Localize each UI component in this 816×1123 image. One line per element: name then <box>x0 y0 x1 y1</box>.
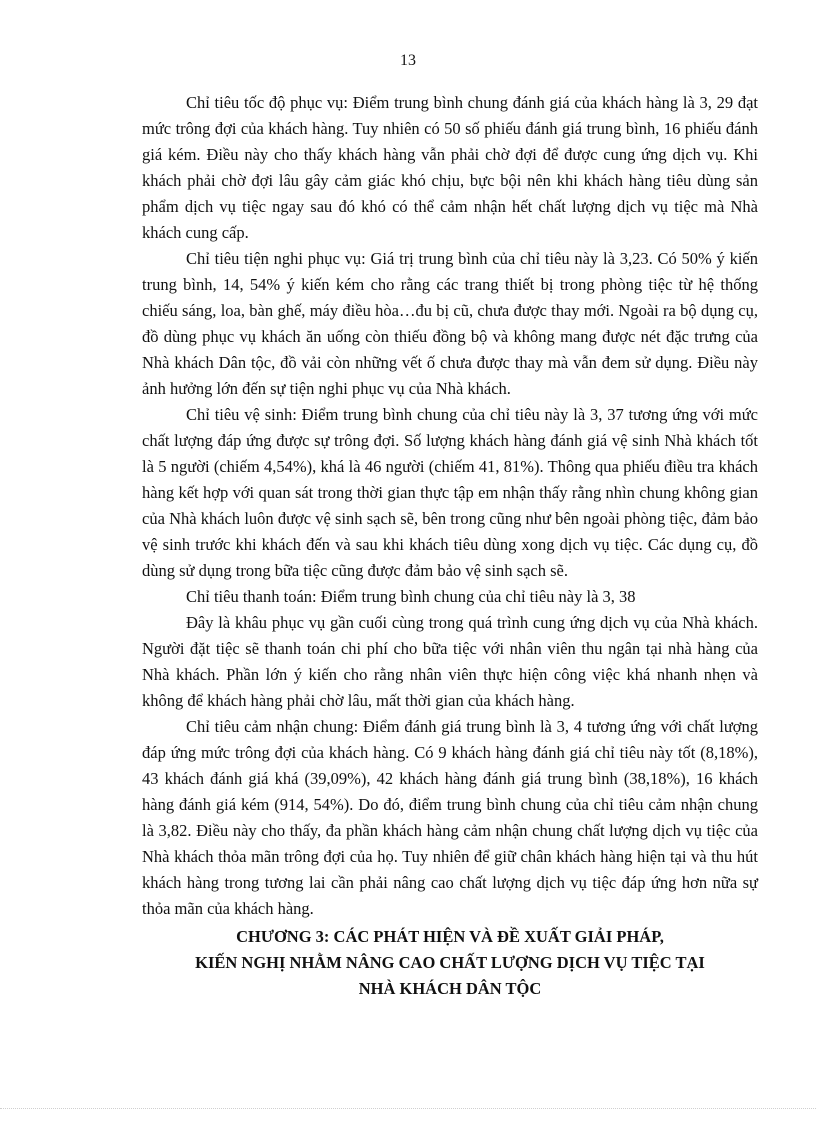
paragraph-payment-detail: Đây là khâu phục vụ gần cuối cùng trong quá trình cung ứng dịch vụ của Nhà khách. Người đặt tiệc sẽ thanh toán chi phí cho bữa tiệc với nhân viên thu ngân tại nhà hàng của Nhà khách. Phần lớn ý kiến cho rằng nhân viên thực hiện công việc khá nhanh nhẹn và không để khách hàng phải chờ lâu, mất thời gian của khách hàng. <box>142 613 758 710</box>
chapter-heading <box>142 924 758 1002</box>
paragraph-service-speed: Chỉ tiêu tốc độ phục vụ: Điểm trung bình chung đánh giá của khách hàng là 3, 29 đạt mức trông đợi của khách hàng. Tuy nhiên có 50 số phiếu đánh giá trung bình, 16 phiếu đánh giá kém. Điều này cho thấy khách hàng vẫn phải chờ đợi để được cung ứng dịch vụ. Khi khách phải chờ đợi lâu gây cảm giác khó chịu, bực bội nên khi khách hàng tiêu dùng sản phẩm dịch vụ tiệc ngay sau đó khó có thể cảm nhận hết chất lượng dịch vụ tiệc mà Nhà khách cung cấp. <box>142 93 758 242</box>
page-bottom-divider <box>0 1108 816 1109</box>
page-number: 13 <box>400 52 416 69</box>
paragraph-overall-perception: Chỉ tiêu cảm nhận chung: Điểm đánh giá trung bình là 3, 4 tương ứng với chất lượng đáp ứng mức trông đợi của khách hàng. Có 9 khách hàng đánh giá chỉ tiêu này tốt (8,18%), 43 khách đánh giá khá (39,09%), 42 khách hàng đánh giá trung bình (38,18%), 16 khách hàng đánh giá kém (914, 54%). Do đó, điểm trung bình chung của chỉ tiêu cảm nhận chung là 3,82. Điều này cho thấy, đa phần khách hàng cảm nhận chung chất lượng dịch vụ tiệc của Nhà khách thỏa mãn trông đợi của họ. Tuy nhiên để giữ chân khách hàng hiện tại và thu hút khách hàng trong tương lai cần phải nâng cao chất lượng dịch vụ tiệc đáp ứng hơn nữa sự thỏa mãn của khách hàng. <box>142 717 758 918</box>
paragraph-payment: Chỉ tiêu thanh toán: Điểm trung bình chung của chỉ tiêu này là 3, 38 <box>186 587 636 606</box>
chapter-heading-line-3: NHÀ KHÁCH DÂN TỘC <box>358 979 542 998</box>
chapter-heading-line-2: KIẾN NGHỊ NHẰM NÂNG CAO CHẤT LƯỢNG DỊCH VỤ TIỆC TẠI <box>195 953 705 972</box>
chapter-heading-line-1: CHƯƠNG 3: CÁC PHÁT HIỆN VÀ ĐỀ XUẤT GIẢI PHÁP, <box>236 927 664 946</box>
document-body <box>142 90 758 1002</box>
paragraph-service-amenities: Chỉ tiêu tiện nghi phục vụ: Giá trị trung bình của chỉ tiêu này là 3,23. Có 50% ý kiến trung bình, 14, 54% ý kiến kém cho rằng các trang thiết bị trong phòng tiệc từ hệ thống chiếu sáng, loa, bàn ghế, máy điều hòa…đu bị cũ, chưa được thay mới. Ngoài ra bộ dụng cụ, đồ dùng phục vụ khách ăn uống còn thiếu đồng bộ và không mang được nét đặc trưng của Nhà khách Dân tộc, đồ vải còn những vết ố chưa được thay mà vẫn đem sử dụng. Điều này ảnh hưởng lớn đến sự tiện nghi phục vụ của Nhà khách. <box>142 249 758 398</box>
paragraph-hygiene: Chỉ tiêu vệ sinh: Điểm trung bình chung của chỉ tiêu này là 3, 37 tương ứng với mức chất lượng đáp ứng được sự trông đợi. Số lượng khách hàng đánh giá vệ sinh Nhà khách tốt là 5 người (chiếm 4,54%), khá là 46 người (chiếm 41, 81%). Thông qua phiếu điều tra khách hàng kết hợp với quan sát trong thời gian thực tập em nhận thấy rằng nhìn chung không gian của Nhà khách luôn được vệ sinh sạch sẽ, bên trong cũng như bên ngoài phòng tiệc, đảm bảo vệ sinh trước khi khách đến và sau khi khách tiêu dùng xong dịch vụ tiệc. Các dụng cụ, đồ dùng sử dụng trong bữa tiệc cũng được đảm bảo vệ sinh sạch sẽ. <box>142 405 758 580</box>
